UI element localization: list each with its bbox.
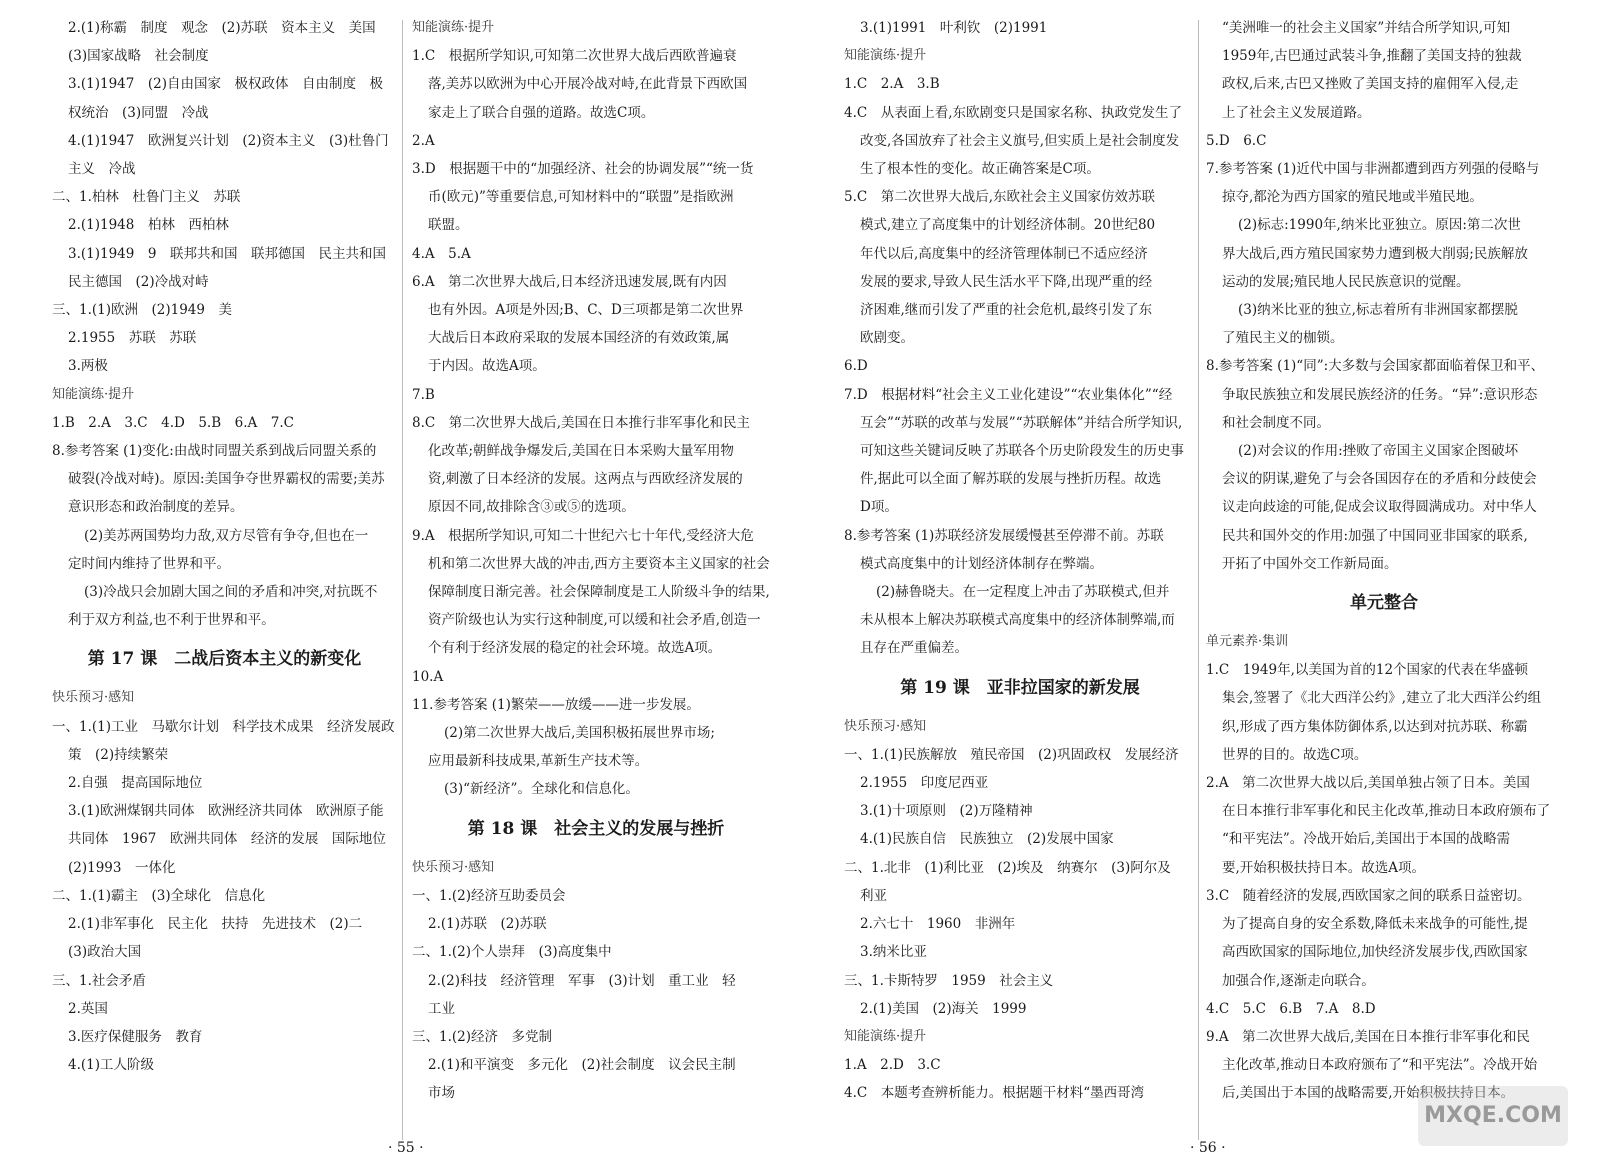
answer-line: 2.(1)称霸 制度 观念 (2)苏联 资本主义 美国: [68, 20, 376, 36]
section-label: 知能演练·提升: [844, 1028, 927, 1044]
answer-line: 二、1.柏林 杜鲁门主义 苏联: [52, 189, 241, 206]
answer-line: 4.C 本题考查辨析能力。根据题干材料“墨西哥湾: [844, 1085, 1145, 1102]
answer-line: (3)冷战只会加剧大国之间的矛盾和冲突,对抗既不: [84, 584, 378, 601]
answer-line: 争取民族独立和发展民族经济的任务。“异”:意识形态: [1222, 386, 1538, 403]
answer-line: (2)标志:1990年,纳米比亚独立。原因:第二次世: [1238, 217, 1521, 234]
answer-line: 3.两极: [68, 358, 108, 375]
answer-line: 2.英国: [68, 1000, 108, 1017]
answer-line: 2.(2)科技 经济管理 军事 (3)计划 重工业 轻: [428, 972, 736, 989]
answer-line: 原因不同,故排除含③或⑤的选项。: [428, 499, 635, 516]
answer-line: 2.1955 印度尼西亚: [860, 775, 989, 792]
answer-line: 2.自强 提高国际地位: [68, 775, 203, 792]
answer-line: 4.C 5.C 6.B 7.A 8.D: [1206, 1000, 1376, 1017]
answer-line: 互会”“苏联的改革与发展”“苏联解体”并结合所学知识,: [860, 414, 1183, 431]
answer-line: 11.参考答案 (1)繁荣——放缓——进一步发展。: [412, 696, 700, 713]
answer-line: 可知这些关键词反映了苏联各个历史阶段发生的历史事: [860, 443, 1184, 460]
answer-line: 市场: [428, 1085, 455, 1102]
answer-line: 4.A 5.A: [412, 245, 471, 262]
answer-line: (3)国家战略 社会制度: [68, 48, 209, 65]
column-divider: [1198, 20, 1199, 1140]
page-number-right: · 56 ·: [1190, 1140, 1226, 1156]
answer-line: 2.(1)美国 (2)海关 1999: [860, 1000, 1027, 1017]
answer-line: (2)1993 一体化: [68, 859, 176, 876]
answer-line: 1.C 1949年,以美国为首的12个国家的代表在华盛顿: [1206, 662, 1529, 679]
answer-line: 为了提高自身的安全系数,降低未来战争的可能性,提: [1222, 916, 1528, 933]
column-3: [844, 14, 1196, 1108]
column-divider: [402, 20, 403, 1140]
answer-line: 要,开始积极扶持日本。故选A项。: [1222, 859, 1426, 876]
answer-line: (3)政治大国: [68, 944, 142, 961]
answer-line: 二、1.北非 (1)利比亚 (2)埃及 纳赛尔 (3)阿尔及: [844, 859, 1171, 876]
answer-line: 9.A 第二次世界大战后,美国在日本推行非军事化和民: [1206, 1028, 1530, 1045]
answer-line: 生了根本性的变化。故正确答案是C项。: [860, 161, 1100, 178]
answer-line: 币(欧元)”等重要信息,可知材料中的“联盟”是指欧洲: [428, 189, 734, 206]
answer-line: 6.D: [844, 358, 868, 375]
answer-line: 高西欧国家的国际地位,加快经济发展步伐,西欧国家: [1222, 944, 1528, 961]
answer-line: 3.C 随着经济的发展,西欧国家之间的联系日益密切。: [1206, 887, 1531, 904]
lesson-heading: 第 19 课 亚非拉国家的新发展: [900, 677, 1140, 698]
answer-line: 个有利于经济发展的稳定的社会环境。故选A项。: [428, 640, 722, 657]
answer-line: 集会,签署了《北大西洋公约》,建立了北大西洋公约组: [1222, 690, 1542, 707]
answer-line: (2)对会议的作用:挫败了帝国主义国家企图破坏: [1238, 443, 1519, 460]
answer-line: 二、1.(2)个人崇拜 (3)高度集中: [412, 944, 612, 961]
answer-line: 于内因。故选A项。: [428, 358, 546, 375]
answer-line: 议走向歧途的可能,促成会议取得圆满成功。对中华人: [1222, 499, 1537, 516]
answer-line: 资,刺激了日本经济的发展。这两点与西欧经济发展的: [428, 471, 743, 488]
section-label: 知能演练·提升: [844, 48, 927, 64]
lesson-heading: 单元整合: [1350, 593, 1418, 614]
answer-line: 2.(1)非军事化 民主化 扶持 先进技术 (2)二: [68, 916, 363, 933]
answer-line: 5.D 6.C: [1206, 132, 1267, 149]
answer-line: 织,形成了西方集体防御体系,以达到对抗苏联、称霸: [1222, 718, 1528, 735]
answer-line: (2)赫鲁晓夫。在一定程度上冲击了苏联模式,但并: [876, 584, 1170, 601]
answer-line: 2.A: [412, 132, 435, 149]
answer-line: 加强合作,逐渐走向联合。: [1222, 972, 1375, 989]
answer-line: 8.参考答案 (1)变化:由战时同盟关系到战后同盟关系的: [52, 443, 377, 460]
answer-line: 年代以后,高度集中的经济管理体制已不适应经济: [860, 245, 1148, 262]
answer-line: 政权,后来,古巴又挫败了美国支持的雇佣军入侵,走: [1222, 76, 1519, 93]
section-label: 知能演练·提升: [52, 386, 135, 402]
answer-line: 8.参考答案 (1)“同”:大多数与会国家都面临着保卫和平、: [1206, 358, 1545, 375]
answer-line: 5.C 第二次世界大战后,东欧社会主义国家仿效苏联: [844, 189, 1156, 206]
answer-line: 一、1.(1)工业 马歇尔计划 科学技术成果 经济发展政: [52, 718, 395, 735]
answer-line: 欧剧变。: [860, 330, 914, 347]
column-2: [412, 14, 780, 1108]
answer-line: 2.1955 苏联 苏联: [68, 330, 197, 347]
answer-line: 机和第二次世界大战的冲击,西方主要资本主义国家的社会: [428, 555, 770, 572]
answer-line: 7.参考答案 (1)近代中国与非洲都遭到西方列强的侵略与: [1206, 161, 1540, 178]
answer-line: “和平宪法”。冷战开始后,美国出于本国的战略需: [1222, 831, 1511, 848]
column-4: [1206, 14, 1562, 1108]
answer-line: 运动的发展;殖民地人民民族意识的觉醒。: [1222, 273, 1470, 290]
answer-line: 三、1.卡斯特罗 1959 社会主义: [844, 972, 1054, 989]
answer-line: 10.A: [412, 668, 444, 685]
answer-line: 家走上了联合自强的道路。故选C项。: [428, 104, 655, 121]
answer-line: 利亚: [860, 887, 887, 904]
answer-line: 破裂(冷战对峙)。原因:美国争夺世界霸权的需要;美苏: [68, 471, 385, 488]
answer-line: 件,据此可以全面了解苏联的发展与挫折历程。故选: [860, 471, 1162, 488]
answer-line: 3.(1)1947 (2)自由国家 极权政体 自由制度 极: [68, 76, 383, 93]
answer-line: 7.B: [412, 386, 435, 403]
answer-line: 化改革;朝鲜战争爆发后,美国在日本采购大量军用物: [428, 443, 734, 460]
section-label: 快乐预习·感知: [412, 859, 495, 875]
answer-line: 3.(1)1991 叶利钦 (2)1991: [860, 20, 1048, 36]
answer-line: 策 (2)持续繁荣: [68, 746, 169, 763]
answer-line: 2.(1)苏联 (2)苏联: [428, 916, 547, 933]
answer-line: 世界的目的。故选C项。: [1222, 746, 1368, 763]
answer-line: 且存在严重偏差。: [860, 640, 968, 657]
answer-line: 6.A 第二次世界大战后,日本经济迅速发展,既有内因: [412, 273, 727, 290]
answer-line: 一、1.(1)民族解放 殖民帝国 (2)巩固政权 发展经济: [844, 746, 1179, 763]
answer-line: 3.D 根据题干中的“加强经济、社会的协调发展”“统一货: [412, 161, 754, 178]
answer-line: 3.(1)欧洲煤钢共同体 欧洲经济共同体 欧洲原子能: [68, 803, 384, 820]
answer-line: 权统治 (3)同盟 冷战: [68, 104, 209, 121]
answer-line: 三、1.(1)欧洲 (2)1949 美: [52, 302, 232, 319]
answer-line: 1.C 2.A 3.B: [844, 76, 940, 93]
answer-line: 3.医疗保健服务 教育: [68, 1028, 203, 1045]
answer-line: 1959年,古巴通过武装斗争,推翻了美国支持的独裁: [1222, 48, 1522, 65]
answer-line: 模式,建立了高度集中的计划经济体制。20世纪80: [860, 217, 1156, 234]
section-label: 单元素养·集训: [1206, 634, 1289, 650]
answer-line: 2.(1)1948 柏林 西柏林: [68, 217, 229, 234]
answer-line: 在日本推行非军事化和民主化改革,推动日本政府颁布了: [1222, 803, 1551, 820]
section-label: 快乐预习·感知: [844, 718, 927, 734]
answer-line: 1.B 2.A 3.C 4.D 5.B 6.A 7.C: [52, 414, 294, 431]
answer-line: 改变,各国放弃了社会主义旗号,但实质上是社会制度发: [860, 132, 1180, 149]
answer-line: 定时间内维持了世界和平。: [68, 555, 230, 572]
answer-line: 上了社会主义发展道路。: [1222, 104, 1371, 121]
answer-line: 意识形态和政治制度的差异。: [68, 499, 244, 516]
answer-line: 2.(1)和平演变 多元化 (2)社会制度 议会民主制: [428, 1057, 736, 1074]
answer-line: 主义 冷战: [68, 161, 136, 178]
answer-line: 3.(1)1949 9 联邦共和国 联邦德国 民主共和国: [68, 245, 386, 262]
page-number-left: · 55 ·: [388, 1140, 424, 1156]
answer-line: 8.C 第二次世界大战后,美国在日本推行非军事化和民主: [412, 414, 751, 431]
answer-line: 7.D 根据材料“社会主义工业化建设”“农业集体化”“经: [844, 386, 1173, 403]
answer-line: 发展的要求,导致人民生活水平下降,出现严重的经: [860, 273, 1153, 290]
answer-line: 资产阶级也认为实行这种制度,可以缓和社会矛盾,创造一: [428, 612, 761, 629]
answer-line: 二、1.(1)霸主 (3)全球化 信息化: [52, 887, 266, 904]
answer-line: 2.A 第二次世界大战以后,美国单独占领了日本。美国: [1206, 775, 1530, 792]
answer-line: 未从根本上解决苏联模式高度集中的经济体制弊端,而: [860, 612, 1175, 629]
answer-line: 一、1.(2)经济互助委员会: [412, 887, 566, 904]
answer-line: 8.参考答案 (1)苏联经济发展缓慢甚至停滞不前。苏联: [844, 527, 1164, 544]
answer-line: “美洲唯一的社会主义国家”并结合所学知识,可知: [1222, 20, 1511, 36]
answer-line: (3)“新经济”。全球化和信息化。: [444, 781, 639, 798]
answer-line: 2.六七十 1960 非洲年: [860, 916, 1016, 933]
answer-line: 4.(1)1947 欧洲复兴计划 (2)资本主义 (3)杜鲁门: [68, 132, 389, 149]
answer-line: 民共和国外交的作用:加强了中国同亚非国家的联系,: [1222, 527, 1528, 544]
answer-line: 界大战后,西方殖民国家势力遭到极大削弱;民族解放: [1222, 245, 1528, 262]
answer-line: 3.(1)十项原则 (2)万隆精神: [860, 803, 1033, 820]
answer-line: 4.(1)民族自信 民族独立 (2)发展中国家: [860, 831, 1114, 848]
answer-line: 4.(1)工人阶级: [68, 1057, 155, 1074]
answer-line: 1.C 根据所学知识,可知第二次世界大战后西欧普遍衰: [412, 48, 737, 65]
answer-line: 开拓了中国外交工作新局面。: [1222, 555, 1398, 572]
section-label: 知能演练·提升: [412, 20, 495, 35]
answer-line: 利于双方利益,也不利于世界和平。: [68, 612, 275, 629]
answer-line: (2)美苏两国势均力敌,双方尽管有争夺,但也在一: [84, 527, 369, 544]
answer-line: 3.纳米比亚: [860, 944, 927, 961]
column-1: [52, 14, 397, 1079]
answer-line: 1.A 2.D 3.C: [844, 1057, 941, 1074]
answer-line: 民主德国 (2)冷战对峙: [68, 273, 209, 290]
answer-line: (2)第二次世界大战后,美国积极拓展世界市场;: [444, 725, 715, 742]
answer-line: (3)纳米比亚的独立,标志着所有非洲国家都摆脱: [1238, 302, 1518, 319]
answer-line: 大战后日本政府采取的发展本国经济的有效政策,属: [428, 330, 730, 347]
answer-line: 了殖民主义的枷锁。: [1222, 330, 1344, 347]
answer-line: 落,美苏以欧洲为中心开展冷战对峙,在此背景下西欧国: [428, 76, 748, 93]
answer-line: 共同体 1967 欧洲共同体 经济的发展 国际地位: [68, 831, 386, 848]
answer-line: 三、1.社会矛盾: [52, 972, 146, 989]
section-label: 快乐预习·感知: [52, 690, 135, 706]
answer-line: 应用最新科技成果,革新生产技术等。: [428, 753, 649, 770]
answer-line: 模式高度集中的计划经济体制存在弊端。: [860, 555, 1103, 572]
lesson-heading: 第 18 课 社会主义的发展与挫折: [467, 818, 725, 839]
answer-line: 也有外因。A项是外因;B、C、D三项都是第二次世界: [428, 302, 744, 319]
answer-line: 后,美国出于本国的战略需要,开始积极扶持日本。: [1222, 1085, 1515, 1102]
answer-line: 济困难,继而引发了严重的社会危机,最终引发了东: [860, 302, 1153, 319]
answer-line: 会议的阴谋,避免了与会各国因存在的矛盾和分歧使会: [1222, 471, 1537, 488]
answer-line: 和社会制度不同。: [1222, 414, 1330, 431]
answer-line: 三、1.(2)经济 多党制: [412, 1028, 553, 1045]
answer-line: 掠夺,都沦为西方国家的殖民地或半殖民地。: [1222, 189, 1483, 206]
answer-line: 工业: [428, 1000, 455, 1017]
answer-line: 主化改革,推动日本政府颁布了“和平宪法”。冷战开始: [1222, 1057, 1538, 1074]
watermark-logo: MXQE.COM: [1418, 1086, 1568, 1146]
answer-line: 保障制度日渐完善。社会保障制度是工人阶级斗争的结果,: [428, 584, 770, 601]
lesson-heading: 第 17 课 二战后资本主义的新变化: [87, 649, 362, 670]
answer-line: 联盟。: [428, 217, 469, 234]
answer-line: 4.C 从表面上看,东欧剧变只是国家名称、执政党发生了: [844, 104, 1183, 121]
answer-line: D项。: [860, 499, 898, 516]
answer-line: 9.A 根据所学知识,可知二十世纪六七十年代,受经济大危: [412, 527, 754, 544]
